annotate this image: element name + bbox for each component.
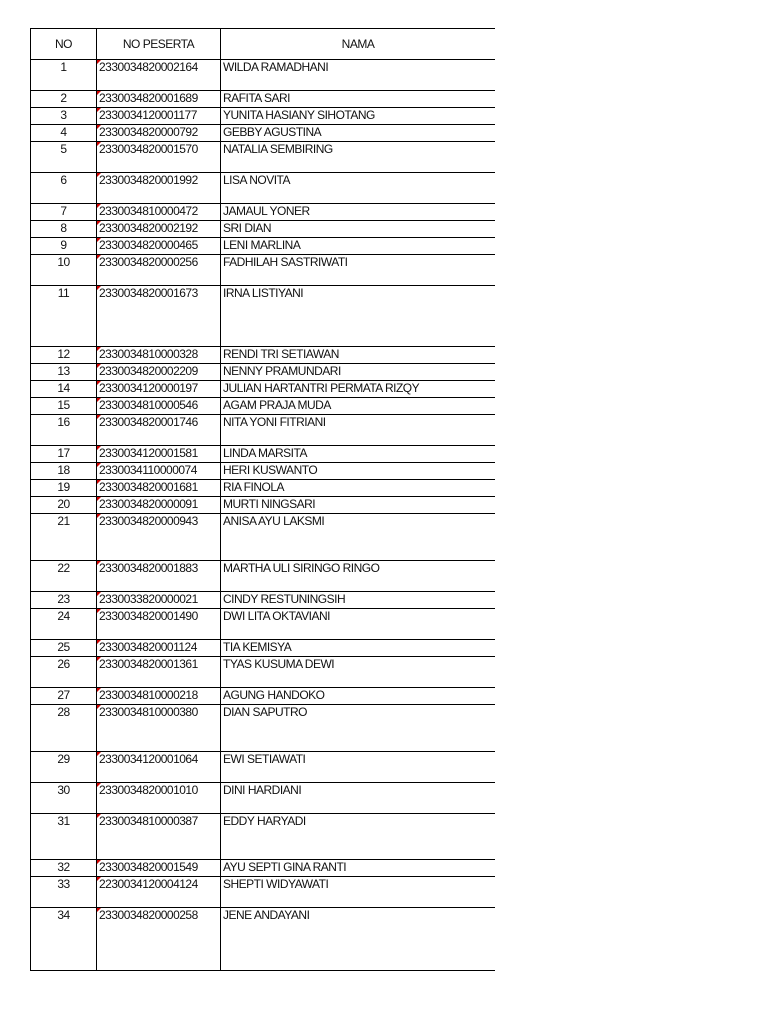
cell-nama: SRI DIAN [221, 221, 496, 238]
cell-no: 18 [31, 463, 97, 480]
table-row [31, 908, 496, 971]
cell-no: 21 [31, 514, 97, 561]
table-row [31, 142, 496, 173]
cell-nama: RENDI TRI SETIAWAN [221, 347, 496, 364]
participant-number: 2330034820001490 [99, 609, 198, 623]
comment-indicator-icon [97, 60, 101, 64]
table-row [31, 347, 496, 364]
cell-no: 3 [31, 108, 97, 125]
cell-nama: HERI KUSWANTO [221, 463, 496, 480]
cell-no-peserta [97, 561, 221, 592]
comment-indicator-icon [97, 398, 101, 402]
participant-number: 2330034820001689 [99, 91, 198, 105]
table-row [31, 446, 496, 463]
participant-number: 2330034110000074 [99, 463, 197, 477]
comment-indicator-icon [97, 877, 101, 881]
cell-nama: JENE ANDAYANI [221, 908, 496, 971]
comment-indicator-icon [97, 463, 101, 467]
comment-indicator-icon [97, 705, 101, 709]
comment-indicator-icon [97, 609, 101, 613]
participant-number: 2330034820000792 [99, 125, 198, 139]
cell-no-peserta [97, 108, 221, 125]
cell-no: 28 [31, 705, 97, 752]
participant-table [30, 28, 495, 971]
cell-no-peserta [97, 480, 221, 497]
cell-no-peserta [97, 688, 221, 705]
cell-no: 8 [31, 221, 97, 238]
table-body [31, 60, 496, 971]
table-row [31, 415, 496, 446]
cell-no-peserta [97, 255, 221, 286]
cell-no-peserta [97, 860, 221, 877]
cell-no-peserta [97, 91, 221, 108]
cell-no: 31 [31, 814, 97, 860]
cell-no-peserta [97, 657, 221, 688]
participant-number: 2330034810000328 [99, 347, 198, 361]
cell-nama: GEBBY AGUSTINA [221, 125, 496, 142]
participant-number: 2330034820002209 [99, 364, 198, 378]
cell-no: 34 [31, 908, 97, 971]
participant-number: 2230034120004124 [99, 877, 198, 891]
table-row [31, 238, 496, 255]
participant-number: 2330034820001570 [99, 142, 198, 156]
cell-no: 17 [31, 446, 97, 463]
cell-no: 27 [31, 688, 97, 705]
participant-number: 2330034820001361 [99, 657, 198, 671]
participant-number: 2330034810000546 [99, 398, 198, 412]
table-row [31, 173, 496, 204]
table-row [31, 286, 496, 347]
cell-nama: LINDA MARSITA [221, 446, 496, 463]
cell-no-peserta [97, 609, 221, 640]
participant-number: 2330034820001992 [99, 173, 198, 187]
cell-nama: MURTI NINGSARI [221, 497, 496, 514]
table-row [31, 91, 496, 108]
cell-no-peserta [97, 908, 221, 971]
cell-no-peserta [97, 877, 221, 908]
cell-no: 4 [31, 125, 97, 142]
cell-no-peserta [97, 463, 221, 480]
table-row [31, 640, 496, 657]
participant-number: 2330034120001581 [99, 446, 198, 460]
cell-nama: DINI HARDIANI [221, 783, 496, 814]
table-row [31, 592, 496, 609]
comment-indicator-icon [97, 255, 101, 259]
cell-no: 13 [31, 364, 97, 381]
cell-no: 33 [31, 877, 97, 908]
table-row [31, 609, 496, 640]
cell-no: 1 [31, 60, 97, 91]
participant-number: 2330034120001064 [99, 752, 198, 766]
cell-nama: AGUNG HANDOKO [221, 688, 496, 705]
comment-indicator-icon [97, 125, 101, 129]
header-no: NO [31, 29, 97, 60]
cell-no-peserta [97, 238, 221, 255]
cell-nama: NATALIA SEMBIRING [221, 142, 496, 173]
cell-no-peserta [97, 705, 221, 752]
cell-nama: SHEPTI WIDYAWATI [221, 877, 496, 908]
comment-indicator-icon [97, 286, 101, 290]
table-row [31, 204, 496, 221]
table-row [31, 705, 496, 752]
comment-indicator-icon [97, 561, 101, 565]
participant-number: 2330034810000472 [99, 204, 198, 218]
cell-no: 12 [31, 347, 97, 364]
cell-no-peserta [97, 752, 221, 783]
table-row [31, 463, 496, 480]
participant-number: 2330034820001681 [99, 480, 198, 494]
participant-number: 2330034820001124 [99, 640, 197, 654]
table-row [31, 814, 496, 860]
comment-indicator-icon [97, 415, 101, 419]
header-nama: NAMA [221, 29, 496, 60]
cell-nama: JULIAN HARTANTRI PERMATA RIZQY [221, 381, 496, 398]
comment-indicator-icon [97, 688, 101, 692]
table-row [31, 752, 496, 783]
table-row [31, 860, 496, 877]
cell-nama: JAMAUL YONER [221, 204, 496, 221]
cell-no-peserta [97, 814, 221, 860]
cell-nama: WILDA RAMADHANI [221, 60, 496, 91]
cell-no-peserta [97, 381, 221, 398]
cell-no: 10 [31, 255, 97, 286]
comment-indicator-icon [97, 364, 101, 368]
table-row [31, 381, 496, 398]
participant-number: 2330034120000197 [99, 381, 198, 395]
cell-nama: LISA NOVITA [221, 173, 496, 204]
cell-no: 15 [31, 398, 97, 415]
comment-indicator-icon [97, 108, 101, 112]
cell-nama: IRNA LISTIYANI [221, 286, 496, 347]
comment-indicator-icon [97, 204, 101, 208]
comment-indicator-icon [97, 142, 101, 146]
comment-indicator-icon [97, 514, 101, 518]
table-row [31, 125, 496, 142]
participant-number: 2330034810000380 [99, 705, 198, 719]
cell-no: 25 [31, 640, 97, 657]
cell-no: 14 [31, 381, 97, 398]
table-row [31, 221, 496, 238]
comment-indicator-icon [97, 640, 101, 644]
comment-indicator-icon [97, 860, 101, 864]
participant-number: 2330033820000021 [99, 592, 198, 606]
table-row [31, 657, 496, 688]
cell-no: 2 [31, 91, 97, 108]
cell-no-peserta [97, 398, 221, 415]
table-row [31, 60, 496, 91]
cell-no-peserta [97, 125, 221, 142]
cell-no: 29 [31, 752, 97, 783]
cell-no-peserta [97, 446, 221, 463]
cell-no-peserta [97, 592, 221, 609]
comment-indicator-icon [97, 381, 101, 385]
cell-nama: MARTHA ULI SIRINGO RINGO [221, 561, 496, 592]
cell-no-peserta [97, 415, 221, 446]
participant-number: 2330034810000218 [99, 688, 198, 702]
comment-indicator-icon [97, 783, 101, 787]
comment-indicator-icon [97, 814, 101, 818]
participant-number: 2330034820000091 [99, 497, 198, 511]
comment-indicator-icon [97, 347, 101, 351]
comment-indicator-icon [97, 238, 101, 242]
cell-no: 6 [31, 173, 97, 204]
cell-no-peserta [97, 783, 221, 814]
table-row [31, 514, 496, 561]
table-row [31, 877, 496, 908]
comment-indicator-icon [97, 908, 101, 912]
table-row [31, 398, 496, 415]
cell-no: 30 [31, 783, 97, 814]
comment-indicator-icon [97, 173, 101, 177]
participant-number: 2330034120001177 [99, 108, 197, 122]
cell-no-peserta [97, 221, 221, 238]
cell-nama: NENNY PRAMUNDARI [221, 364, 496, 381]
cell-no: 20 [31, 497, 97, 514]
participant-number: 2330034820002164 [99, 60, 198, 74]
cell-no-peserta [97, 286, 221, 347]
participant-number: 2330034820000943 [99, 514, 198, 528]
table-row [31, 688, 496, 705]
cell-nama: EWI SETIAWATI [221, 752, 496, 783]
cell-no: 7 [31, 204, 97, 221]
comment-indicator-icon [97, 221, 101, 225]
participant-number: 2330034820001549 [99, 860, 198, 874]
header-row [31, 29, 496, 60]
cell-nama: RIA FINOLA [221, 480, 496, 497]
cell-nama: RAFITA SARI [221, 91, 496, 108]
cell-no-peserta [97, 173, 221, 204]
participant-number: 2330034820000256 [99, 255, 198, 269]
cell-no-peserta [97, 60, 221, 91]
comment-indicator-icon [97, 446, 101, 450]
participant-number: 2330034810000387 [99, 814, 198, 828]
comment-indicator-icon [97, 657, 101, 661]
participant-number: 2330034820001883 [99, 561, 198, 575]
participant-number: 2330034820001746 [99, 415, 198, 429]
cell-nama: DWI LITA OKTAVIANI [221, 609, 496, 640]
cell-no: 5 [31, 142, 97, 173]
comment-indicator-icon [97, 497, 101, 501]
table-row [31, 364, 496, 381]
cell-no: 26 [31, 657, 97, 688]
table-row [31, 783, 496, 814]
comment-indicator-icon [97, 592, 101, 596]
participant-number: 2330034820000258 [99, 908, 198, 922]
table-row [31, 497, 496, 514]
cell-no: 11 [31, 286, 97, 347]
cell-no-peserta [97, 497, 221, 514]
participant-number: 2330034820000465 [99, 238, 198, 252]
cell-no-peserta [97, 347, 221, 364]
table-row [31, 108, 496, 125]
comment-indicator-icon [97, 91, 101, 95]
cell-nama: TYAS KUSUMA DEWI [221, 657, 496, 688]
cell-nama: AGAM PRAJA MUDA [221, 398, 496, 415]
cell-nama: TIA KEMISYA [221, 640, 496, 657]
cell-no: 9 [31, 238, 97, 255]
comment-indicator-icon [97, 480, 101, 484]
cell-nama: EDDY HARYADI [221, 814, 496, 860]
cell-nama: NITA YONI FITRIANI [221, 415, 496, 446]
cell-no: 32 [31, 860, 97, 877]
cell-no: 23 [31, 592, 97, 609]
cell-nama: YUNITA HASIANY SIHOTANG [221, 108, 496, 125]
table-row [31, 255, 496, 286]
table-row [31, 480, 496, 497]
cell-nama: ANISA AYU LAKSMI [221, 514, 496, 561]
cell-nama: AYU SEPTI GINA RANTI [221, 860, 496, 877]
cell-no: 24 [31, 609, 97, 640]
cell-no-peserta [97, 640, 221, 657]
cell-nama: LENI MARLINA [221, 238, 496, 255]
cell-no-peserta [97, 364, 221, 381]
cell-no-peserta [97, 204, 221, 221]
cell-nama: DIAN SAPUTRO [221, 705, 496, 752]
participant-number: 2330034820002192 [99, 221, 198, 235]
cell-nama: CINDY RESTUNINGSIH [221, 592, 496, 609]
cell-no-peserta [97, 142, 221, 173]
cell-no: 22 [31, 561, 97, 592]
cell-no: 16 [31, 415, 97, 446]
cell-no: 19 [31, 480, 97, 497]
comment-indicator-icon [97, 752, 101, 756]
participant-number: 2330034820001673 [99, 286, 198, 300]
header-no-peserta: NO PESERTA [97, 29, 221, 60]
participant-number: 2330034820001010 [99, 783, 198, 797]
cell-nama: FADHILAH SASTRIWATI [221, 255, 496, 286]
cell-no-peserta [97, 514, 221, 561]
table-row [31, 561, 496, 592]
